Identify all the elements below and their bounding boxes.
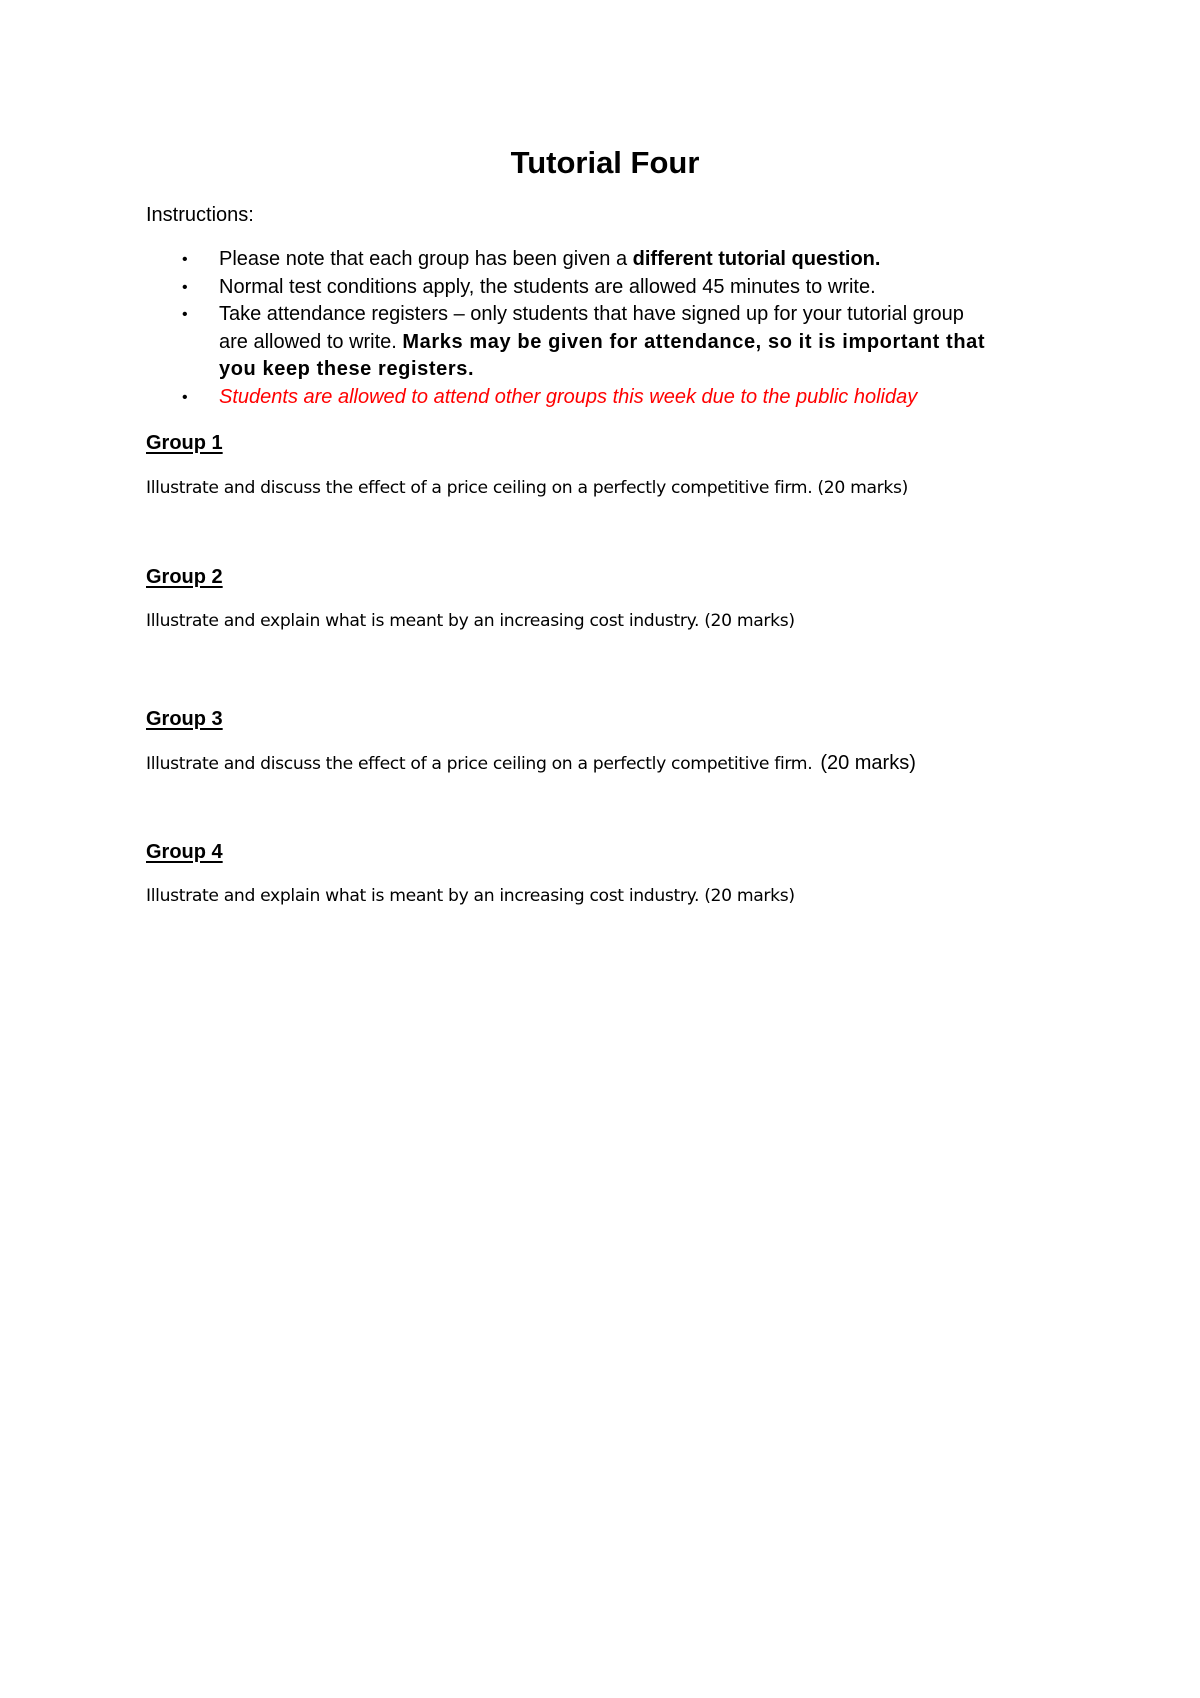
list-item <box>146 274 1066 302</box>
page-title: Tutorial Four <box>510 145 700 180</box>
instructions-label: Instructions: <box>146 204 254 226</box>
list-item <box>146 301 1066 384</box>
group-3-heading: Group 3 <box>146 708 223 730</box>
bullet-text: Please note that each group has been given a <box>219 248 633 270</box>
group-1-question: Illustrate and discuss the effect of a price ceiling on a perfectly competitive firm. (20 marks) <box>146 478 908 498</box>
bullet-bold-text: different tutorial question. <box>632 248 881 270</box>
bullet-icon: • <box>182 306 188 323</box>
bullet-bold-text: Marks may be given for attendance, so it is important that <box>402 330 986 353</box>
group-4-question: Illustrate and explain what is meant by an increasing cost industry. (20 marks) <box>146 886 795 906</box>
list-item <box>146 246 1066 274</box>
instructions-list <box>146 246 1066 411</box>
bullet-text: Normal test conditions apply, the students are allowed 45 minutes to write. <box>219 275 876 298</box>
bullet-text-highlight: Students are allowed to attend other groups this week due to the public holiday <box>219 385 918 408</box>
group-3-question-row <box>146 751 916 776</box>
bullet-text: are allowed to write. <box>219 330 403 353</box>
group-4-heading: Group 4 <box>146 841 223 863</box>
list-item <box>146 384 1066 412</box>
group-2-question: Illustrate and explain what is meant by an increasing cost industry. (20 marks) <box>146 611 795 631</box>
group-2-heading: Group 2 <box>146 566 223 588</box>
bullet-icon: • <box>182 251 188 268</box>
group-3-question: Illustrate and discuss the effect of a price ceiling on a perfectly competitive firm. <box>146 754 813 774</box>
group-3-marks: (20 marks) <box>820 752 916 774</box>
bullet-icon: • <box>182 388 188 406</box>
bullet-bold-text: you keep these registers. <box>219 358 475 380</box>
group-1-heading: Group 1 <box>146 432 223 454</box>
bullet-icon: • <box>182 278 188 296</box>
bullet-text: Take attendance registers – only students that have signed up for your tutorial group <box>219 303 964 325</box>
